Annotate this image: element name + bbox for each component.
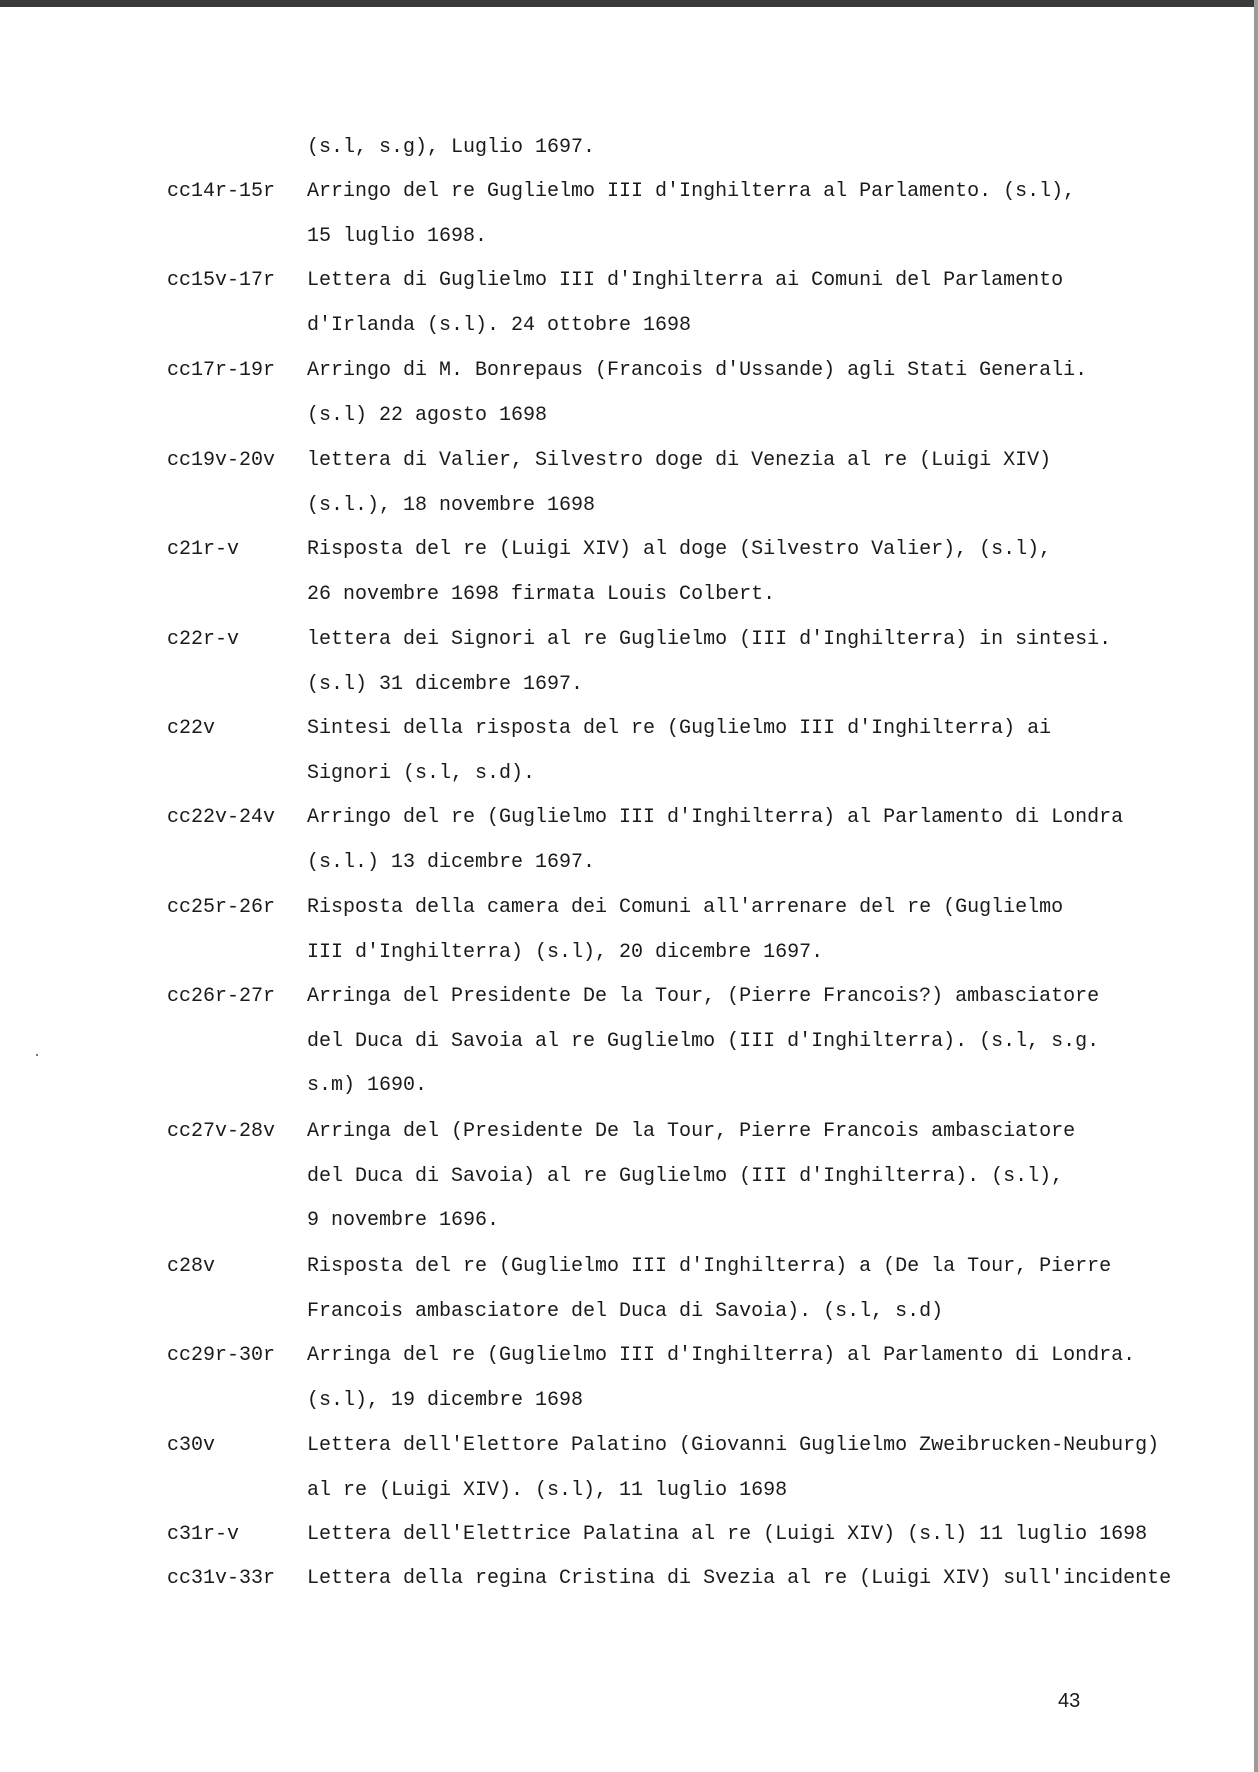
entry-ref: cc27v-28v [167,1120,276,1143]
desc-line: Sintesi della risposta del re (Guglielmo III d'Inghilterra) ai [307,717,1052,740]
entry-ref: c30v [167,1434,216,1457]
entry-ref: c22v [167,717,216,740]
desc-line: Arringa del (Presidente De la Tour, Pierre Francois ambasciatore [307,1120,1076,1143]
desc-line: al re (Luigi XIV). (s.l), 11 luglio 1698 [307,1478,788,1502]
desc-line: Lettera dell'Elettore Palatino (Giovanni Guglielmo Zweibrucken-Neuburg) [307,1434,1160,1457]
entry-description [307,1110,1227,1244]
entry-ref: c28v [167,1255,216,1278]
desc-line: (s.l.) 13 dicembre 1697. [307,850,596,874]
desc-line: Francois ambasciatore del Duca di Savoia). (s.l, s.d) [307,1299,944,1323]
entry-description [307,1513,1227,1558]
entry-ref: cc19v-20v [167,449,276,472]
entry-description [307,259,1227,348]
entry-ref: c21r-v [167,538,240,561]
entry-ref: cc15v-17r [167,269,276,292]
entry-description [307,126,1227,171]
desc-line: Risposta del re (Luigi XIV) al doge (Silvestro Valier), (s.l), [307,538,1052,561]
desc-line: Lettera dell'Elettrice Palatina al re (Luigi XIV) (s.l) 11 luglio 1698 [307,1523,1148,1546]
entry-description [307,1334,1227,1423]
entry-description [307,528,1227,617]
entry-description [307,1424,1227,1513]
desc-line: (s.l, s.g), Luglio 1697. [307,136,596,159]
desc-line: Arringo di M. Bonrepaus (Francois d'Ussande) agli Stati Generali. [307,359,1088,382]
entry-ref: cc14r-15r [167,180,276,203]
desc-line: (s.l) 22 agosto 1698 [307,403,548,427]
desc-line: Signori (s.l, s.d). [307,761,536,785]
desc-line: (s.l) 31 dicembre 1697. [307,672,584,696]
desc-line: lettera dei Signori al re Guglielmo (III d'Inghilterra) in sintesi. [307,628,1112,651]
entry-description [307,1557,1227,1602]
desc-line: Arringa del Presidente De la Tour, (Pierre Francois?) ambasciatore [307,985,1100,1008]
desc-line: (s.l), 19 dicembre 1698 [307,1388,584,1412]
entry-ref: cc25r-26r [167,896,276,919]
entry-description [307,439,1227,528]
desc-line: lettera di Valier, Silvestro doge di Venezia al re (Luigi XIV) [307,449,1052,472]
entry-ref: c31r-v [167,1523,240,1546]
desc-line: Arringo del re Guglielmo III d'Inghilterra al Parlamento. (s.l), [307,180,1076,203]
scan-right-border [1254,0,1258,1772]
entry-ref: cc22v-24v [167,806,276,829]
scan-speck [36,1054,38,1056]
desc-line: Lettera di Guglielmo III d'Inghilterra ai Comuni del Parlamento [307,269,1064,292]
desc-line: Lettera della regina Cristina di Svezia al re (Luigi XIV) sull'incidente [307,1567,1172,1590]
desc-line: Arringa del re (Guglielmo III d'Inghilterra) al Parlamento di Londra. [307,1344,1136,1367]
desc-line: del Duca di Savoia) al re Guglielmo (III d'Inghilterra). (s.l), [307,1164,1064,1188]
desc-line: III d'Inghilterra) (s.l), 20 dicembre 1697. [307,940,824,964]
desc-line: Risposta del re (Guglielmo III d'Inghilterra) a (De la Tour, Pierre [307,1255,1112,1278]
desc-line: 26 novembre 1698 firmata Louis Colbert. [307,582,776,606]
desc-line: Arringo del re (Guglielmo III d'Inghilterra) al Parlamento di Londra [307,806,1124,829]
entry-description [307,349,1227,438]
entry-description [307,618,1227,707]
desc-line: 15 luglio 1698. [307,224,488,248]
entry-description [307,975,1227,1109]
desc-line: (s.l.), 18 novembre 1698 [307,493,596,517]
desc-line: 9 novembre 1696. [307,1209,500,1232]
desc-line: s.m) 1690. [307,1074,428,1097]
entry-ref: cc26r-27r [167,985,276,1008]
entry-ref: cc17r-19r [167,359,276,382]
entry-description [307,1245,1227,1334]
scan-top-border [0,0,1258,7]
page-number: 43 [1058,1690,1081,1712]
entry-ref: c22r-v [167,628,240,651]
entry-description [307,886,1227,975]
entry-description [307,707,1227,796]
desc-line: d'Irlanda (s.l). 24 ottobre 1698 [307,313,692,337]
entry-ref: cc31v-33r [167,1567,276,1590]
desc-line: Risposta della camera dei Comuni all'arrenare del re (Guglielmo [307,896,1064,919]
entry-description [307,796,1227,885]
entry-ref: cc29r-30r [167,1344,276,1367]
desc-line: del Duca di Savoia al re Guglielmo (III d'Inghilterra). (s.l, s.g. [307,1029,1100,1053]
entry-description [307,170,1227,259]
